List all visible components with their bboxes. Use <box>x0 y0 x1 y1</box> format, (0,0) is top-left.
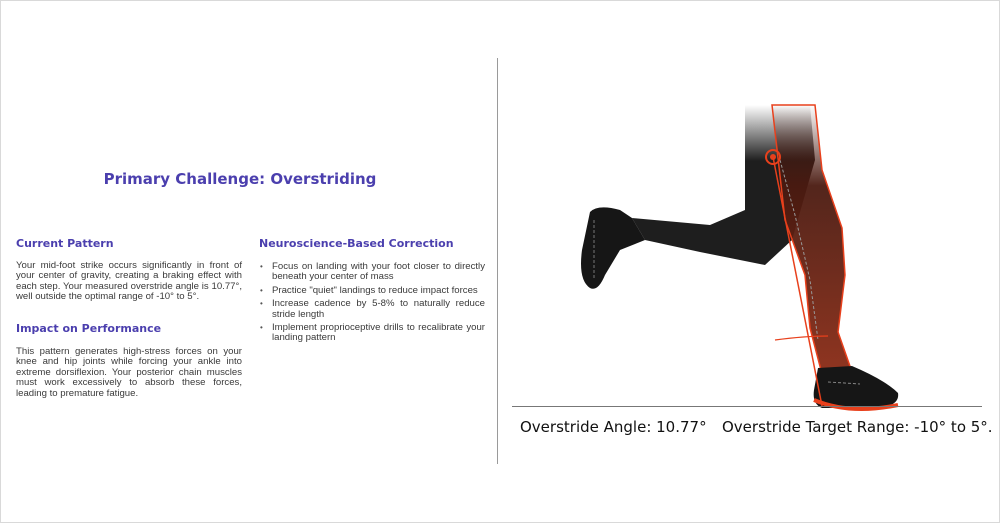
correction-heading: Neuroscience-Based Correction <box>259 237 454 250</box>
target-range-label: Overstride Target Range: -10° to 5°. <box>722 418 993 436</box>
correction-list <box>259 262 485 347</box>
correction-item: • Focus on landing with your foot closer to directly beneath your center of mass <box>259 262 485 283</box>
correction-item: • Increase cadence by 5-8% to naturally reduce stride length <box>259 299 485 320</box>
runner-legs-illustration <box>560 100 920 420</box>
correction-item: • Practice "quiet" landings to reduce impact forces <box>259 286 485 296</box>
overstride-angle-label: Overstride Angle: 10.77° <box>520 418 707 436</box>
column-divider <box>497 58 498 464</box>
correction-item: • Implement proprioceptive drills to recalibrate your landing pattern <box>259 323 485 344</box>
page-title: Primary Challenge: Overstriding <box>103 170 377 188</box>
current-pattern-heading: Current Pattern <box>16 237 114 250</box>
ground-line <box>512 406 982 407</box>
front-shoe <box>814 366 899 408</box>
impact-heading: Impact on Performance <box>16 322 162 335</box>
current-pattern-text: Your mid-foot strike occurs significantly in front of your center of gravity, creating a braking effect with each step. Your measured overstride angle is 10.77°, well outside the optimal range of -10° to 5°. <box>16 260 242 303</box>
impact-text: This pattern generates high-stress forces on your knee and hip joints while forcing your ankle into extreme dorsiflexion. Your posterior chain muscles must work excessively to absorb these forces, leading to premature fatigue. <box>16 346 242 399</box>
